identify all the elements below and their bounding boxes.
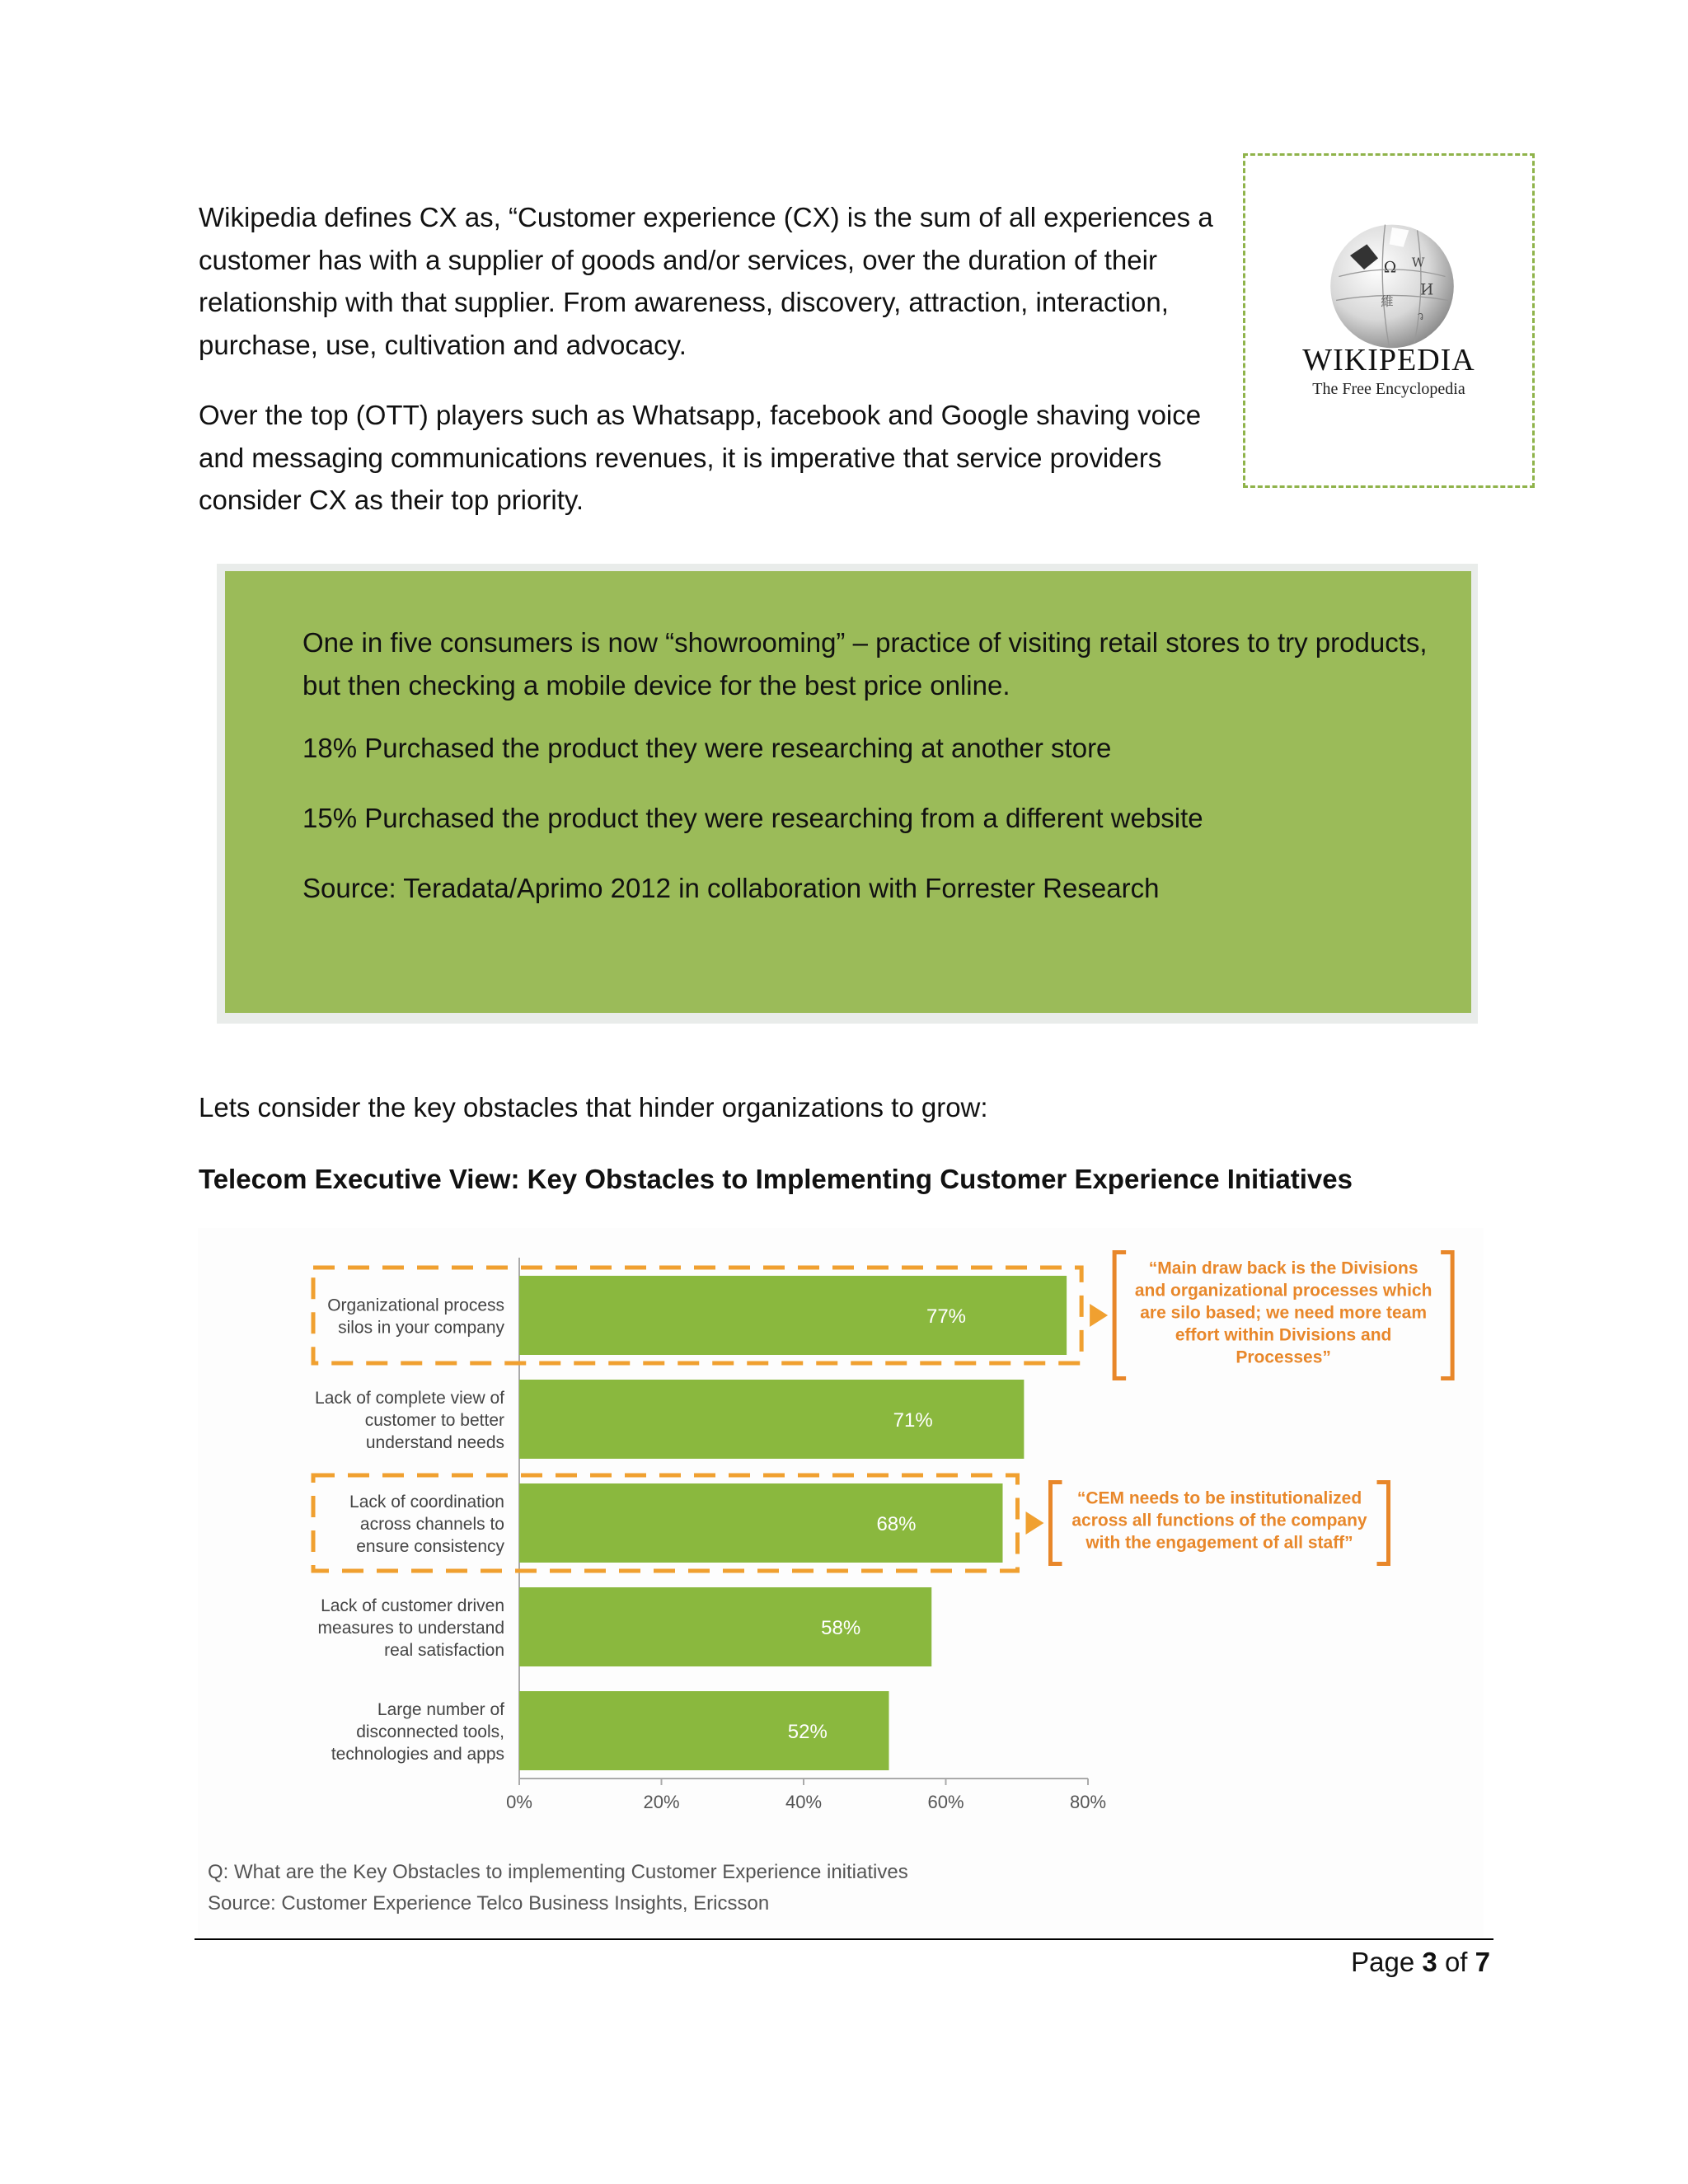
category-label: understand needs [365, 1433, 504, 1452]
quote-text: and organizational processes which [1134, 1281, 1432, 1301]
quote-bracket-left [1051, 1483, 1062, 1564]
category-label: measures to understand [317, 1619, 504, 1638]
intro-paragraph-2: Over the top (OTT) players such as Whatsapp, facebook and Google shaving voice and messaging communications revenues, it is imperative that service providers consider CX as their top priority. [199, 400, 1202, 515]
bar-value-label: 77% [926, 1305, 967, 1328]
bar [519, 1587, 931, 1666]
x-tick-label: 40% [785, 1792, 823, 1812]
bar [519, 1380, 1024, 1459]
callout-line-2: 18% Purchased the product they were researching at another store [302, 733, 1112, 763]
of-word: of [1444, 1947, 1468, 1977]
x-tick-label: 20% [643, 1792, 680, 1812]
page-current: 3 [1422, 1947, 1437, 1977]
quote-text: Processes” [1236, 1347, 1331, 1367]
quote-text: across all functions of the company [1071, 1511, 1367, 1530]
quote-text: are silo based; we need more team [1140, 1303, 1428, 1323]
x-tick-label: 60% [927, 1792, 964, 1812]
svg-text:W: W [1411, 255, 1425, 270]
category-label: ensure consistency [356, 1537, 504, 1556]
chart-question: Q: What are the Key Obstacles to implementing Customer Experience initiatives [208, 1861, 908, 1883]
callout-line-4: Source: Teradata/Aprimo 2012 in collaboration with Forrester Research [302, 873, 1160, 903]
x-tick-label: 0% [506, 1792, 532, 1812]
showrooming-callout [225, 571, 1471, 1013]
category-label: Lack of complete view of [315, 1389, 504, 1408]
page-total: 7 [1475, 1947, 1490, 1977]
category-label: Lack of customer driven [321, 1596, 504, 1615]
svg-text:Ω: Ω [1383, 259, 1397, 277]
bar [519, 1276, 1067, 1355]
bar-value-label: 58% [821, 1617, 861, 1639]
category-label: Large number of [377, 1700, 504, 1719]
bar [519, 1691, 889, 1770]
wikipedia-globe-icon [1322, 213, 1462, 354]
callout-line-3: 15% Purchased the product they were researching from a different website [302, 803, 1203, 833]
bar-value-label: 71% [893, 1409, 933, 1432]
footer-rule [195, 1938, 1493, 1940]
bar [519, 1483, 1003, 1563]
x-tick-label: 80% [1069, 1792, 1107, 1812]
intro-paragraph-1: Wikipedia defines CX as, “Customer experience (CX) is the sum of all experiences a customer has with a supplier of goods and/or services, over the duration of their relationship with that supplier. From awareness, discovery, attraction, interaction, purchase, use, cultivation and advocacy. [199, 202, 1213, 360]
obstacles-bar-chart [198, 1228, 1484, 1937]
category-label: across channels to [359, 1515, 504, 1534]
category-label: Lack of coordination [349, 1493, 504, 1511]
svg-text:И: И [1420, 281, 1434, 299]
callout-line-1: One in five consumers is now “showrooming” – practice of visiting retail stores to try products, but then checking a mobile device for the best price online. [302, 627, 1428, 701]
category-label: real satisfaction [384, 1641, 504, 1660]
chart-heading: Telecom Executive View: Key Obstacles to Implementing Customer Experience Initiatives [199, 1164, 1353, 1194]
highlight-arrow [1026, 1511, 1044, 1535]
lead-text: Lets consider the key obstacles that hinder organizations to grow: [199, 1092, 988, 1122]
wikipedia-wordmark: WIKIPEDIA [1302, 343, 1475, 377]
quote-bracket-right [1441, 1253, 1452, 1379]
obstacles-chart [198, 1228, 1484, 1937]
page-word: Page [1351, 1947, 1415, 1977]
category-label: customer to better [364, 1411, 504, 1430]
quote-text: “CEM needs to be institutionalized [1076, 1488, 1362, 1508]
category-label: Organizational process [327, 1296, 504, 1315]
svg-text:維: 維 [1381, 294, 1394, 310]
svg-text:ว: ว [1417, 310, 1424, 324]
category-label: silos in your company [338, 1318, 504, 1338]
wikipedia-tagline: The Free Encyclopedia [1312, 380, 1465, 398]
quote-text: with the engagement of all staff” [1085, 1533, 1353, 1553]
chart-source: Source: Customer Experience Telco Business Insights, Ericsson [208, 1892, 770, 1915]
category-label: disconnected tools, [356, 1722, 504, 1741]
quote-bracket-left [1114, 1253, 1126, 1379]
page-number [1351, 1947, 1490, 1978]
wikipedia-logo-frame [1243, 153, 1535, 488]
quote-text: “Main draw back is the Divisions [1148, 1258, 1418, 1278]
bar-value-label: 68% [876, 1513, 917, 1535]
bar-value-label: 52% [787, 1721, 828, 1743]
quote-bracket-right [1377, 1483, 1389, 1564]
quote-text: effort within Divisions and [1175, 1325, 1392, 1345]
highlight-arrow [1090, 1304, 1108, 1327]
category-label: technologies and apps [331, 1745, 504, 1764]
